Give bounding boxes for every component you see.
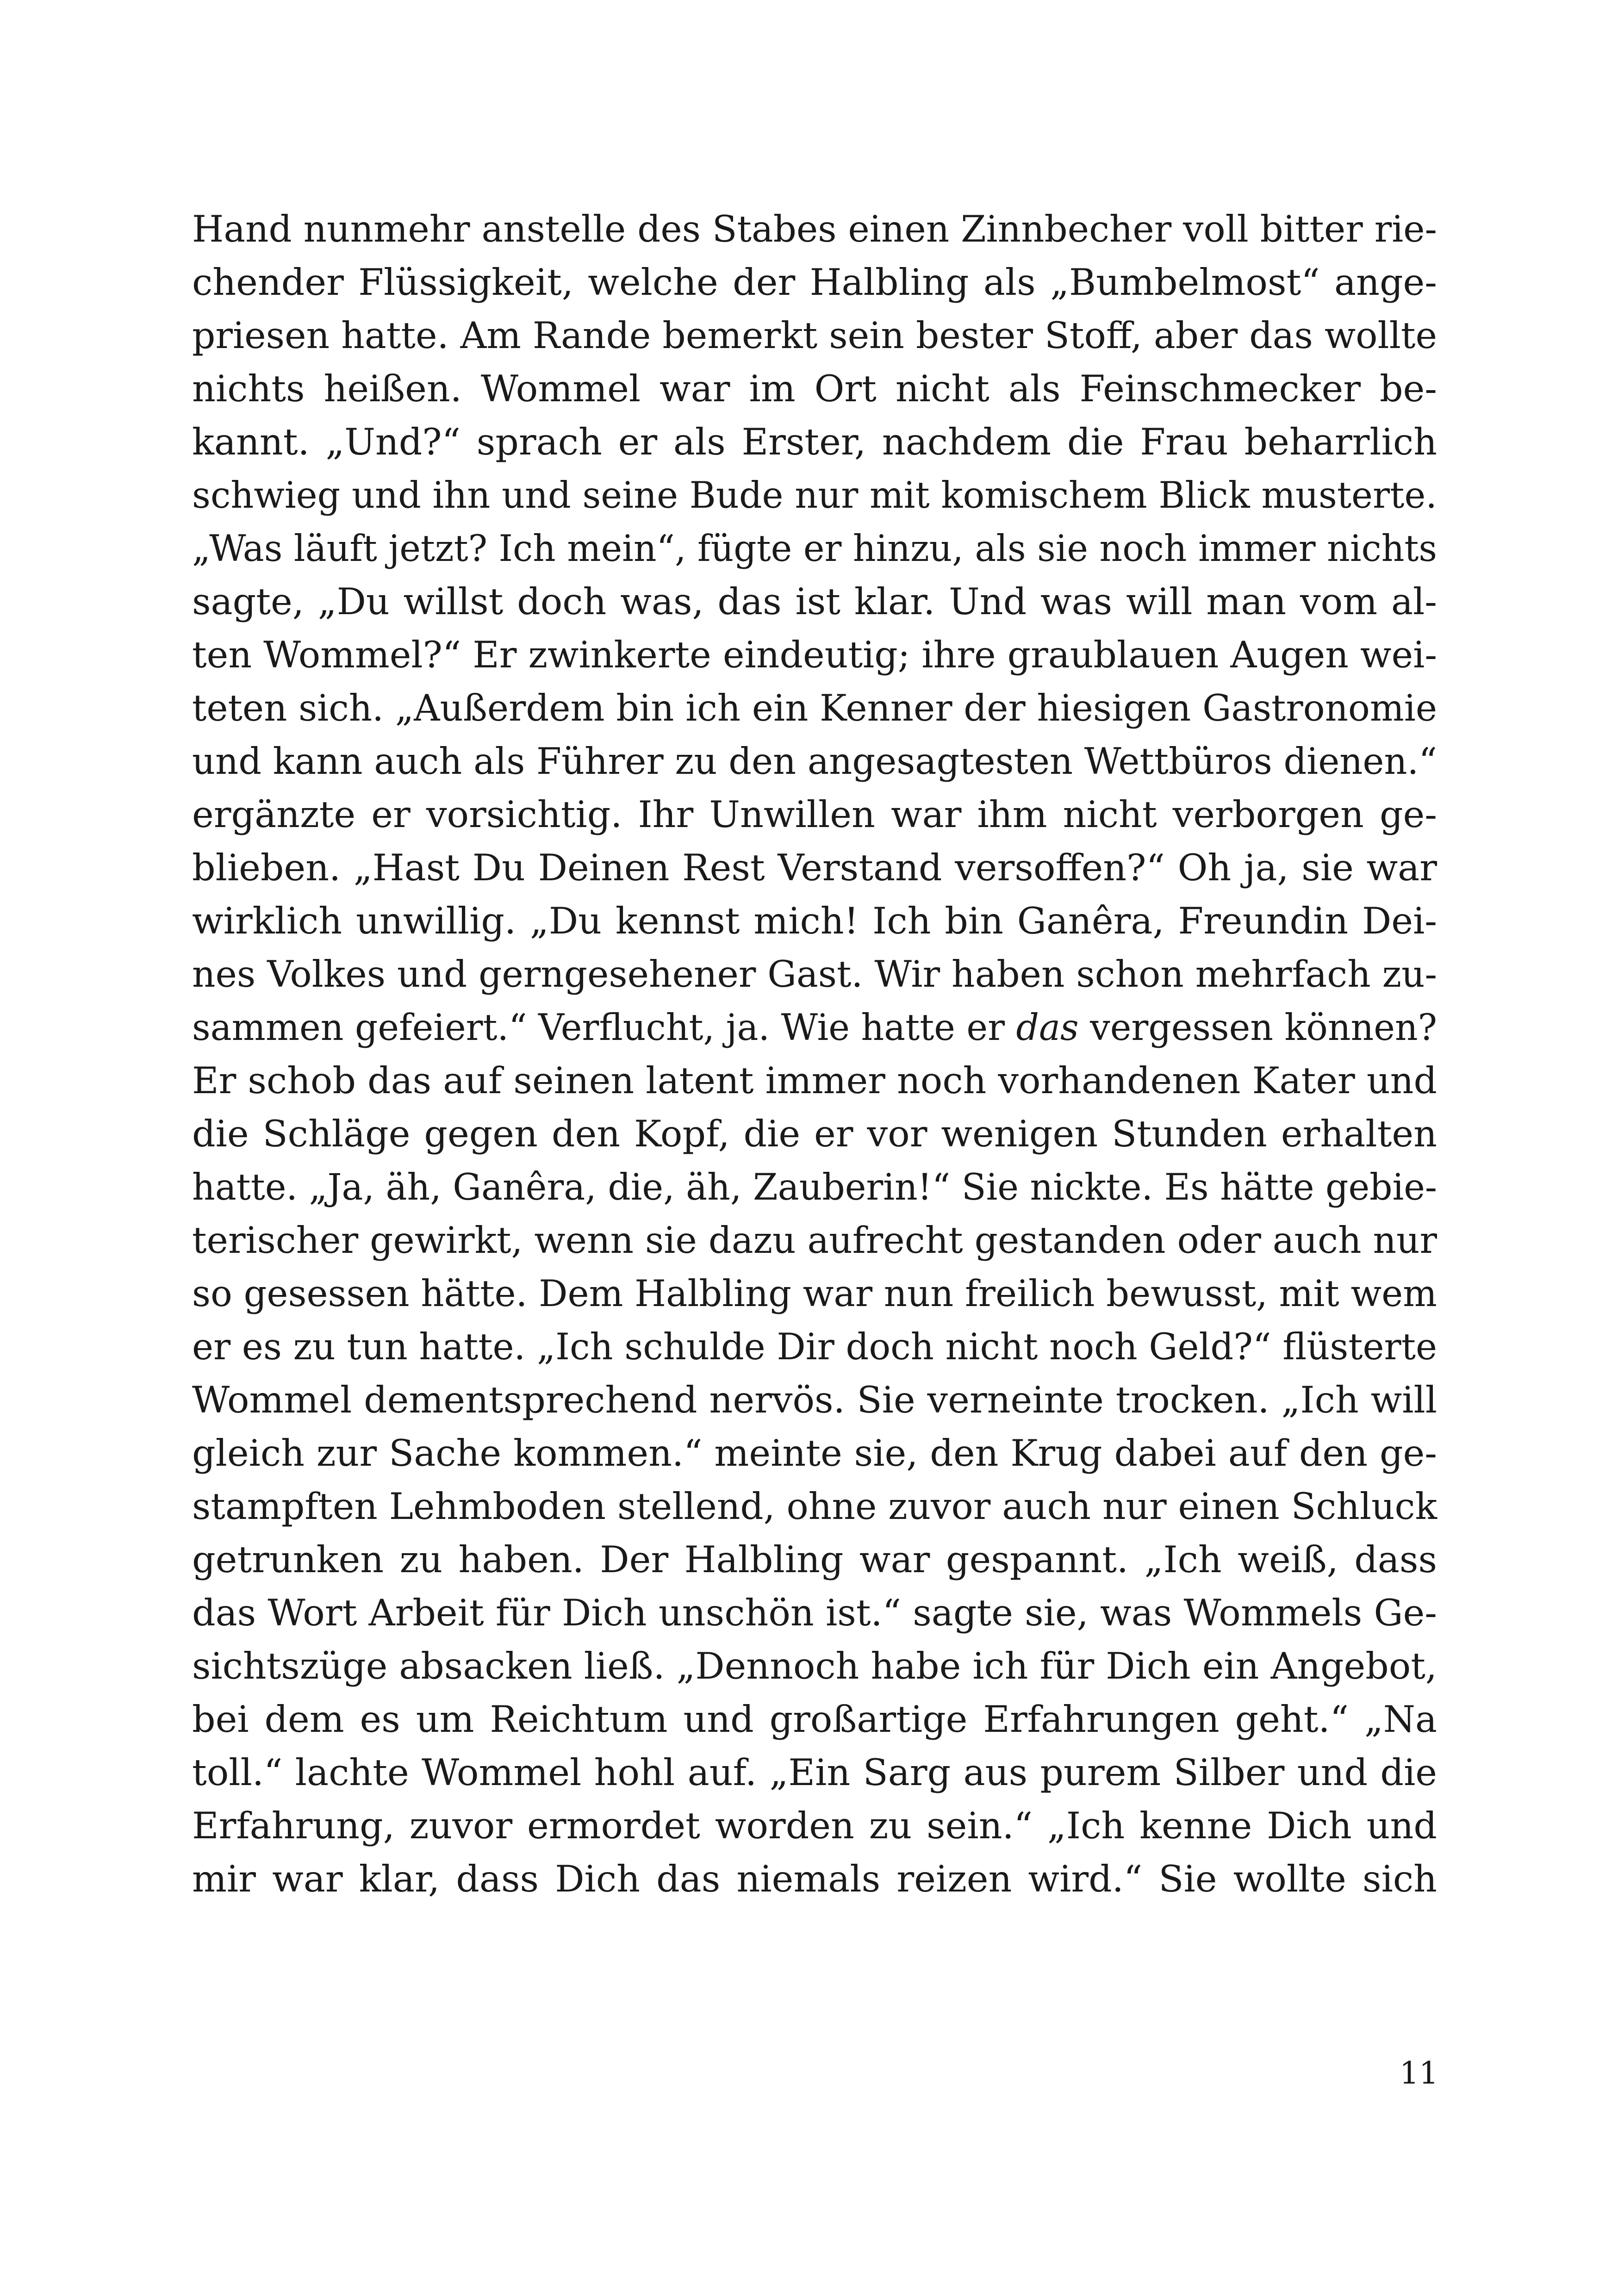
text-line-15: nes Volkes und gerngesehener Gast. Wir haben schon mehrfach zu- [192,953,1437,996]
text-line-20: terischer gewirkt, wenn sie dazu aufrecht gestanden oder auch nur [192,1219,1437,1262]
text-line-22: er es zu tun hatte. „Ich schulde Dir doch nicht noch Geld?“ flüsterte [192,1325,1437,1368]
text-line-1: Hand nunmehr anstelle des Stabes einen Zinnbecher voll bitter rie- [192,208,1437,250]
text-line-24: gleich zur Sache kommen.“ meinte sie, den Krug dabei auf den ge- [192,1432,1437,1475]
emphasized-word: das [1016,1006,1079,1049]
text-line-30: toll.“ lachte Wommel hohl auf. „Ein Sarg aus purem Silber und die [192,1751,1437,1794]
text-line-23: Wommel dementsprechend nervös. Sie verneinte trocken. „Ich will [192,1379,1437,1421]
body-text [192,203,1437,1906]
text-line-7: „Was läuft jetzt? Ich mein“, fügte er hinzu, als sie noch immer nichts [192,527,1437,570]
text-line-29: bei dem es um Reichtum und großartige Erfahrungen geht.“ „Na [192,1698,1437,1741]
text-line-25: stampften Lehmboden stellend, ohne zuvor auch nur einen Schluck [192,1485,1437,1528]
text-line-11: und kann auch als Führer zu den angesagtesten Wettbüros dienen.“ [192,740,1437,783]
text-line-21: so gesessen hätte. Dem Halbling war nun freilich bewusst, mit wem [192,1272,1437,1315]
text-line-26: getrunken zu haben. Der Halbling war gespannt. „Ich weiß, dass [192,1538,1437,1581]
text-line-31: Erfahrung, zuvor ermordet worden zu sein.“ „Ich kenne Dich und [192,1804,1437,1847]
text-line-17: Er schob das auf seinen latent immer noch vorhandenen Kater und [192,1059,1437,1102]
text-line-18: die Schläge gegen den Kopf, die er vor wenigen Stunden erhalten [192,1113,1437,1155]
text-line-16-after: vergessen können? [1078,1006,1437,1049]
text-line-10: teten sich. „Außerdem bin ich ein Kenner der hiesigen Gastronomie [192,687,1437,729]
text-line-12: ergänzte er vorsichtig. Ihr Unwillen war ihm nicht verborgen ge- [192,793,1437,836]
text-line-28: sichtszüge absacken ließ. „Dennoch habe ich für Dich ein Angebot, [192,1645,1437,1687]
page-number: 11 [1400,2055,1438,2091]
text-line-6: schwieg und ihn und seine Bude nur mit komischem Blick musterte. [192,474,1437,516]
text-line-27: das Wort Arbeit für Dich unschön ist.“ sagte sie, was Wommels Ge- [192,1592,1437,1634]
text-line-32: mir war klar, dass Dich das niemals reizen wird.“ Sie wollte sich [192,1858,1437,1900]
text-line-16-before: sammen gefeiert.“ Verflucht, ja. Wie hatte er [192,1006,1016,1049]
text-line-16 [192,1001,1437,1054]
text-line-9: ten Wommel?“ Er zwinkerte eindeutig; ihre graublauen Augen wei- [192,634,1437,676]
text-line-19: hatte. „Ja, äh, Ganêra, die, äh, Zauberin!“ Sie nickte. Es hätte gebie- [192,1166,1437,1208]
text-line-8: sagte, „Du willst doch was, das ist klar. Und was will man vom al- [192,580,1437,623]
text-line-14: wirklich unwillig. „Du kennst mich! Ich bin Ganêra, Freundin Dei- [192,900,1437,942]
text-line-3: priesen hatte. Am Rande bemerkt sein bester Stoff, aber das wollte [192,314,1437,357]
text-line-5: kannt. „Und?“ sprach er als Erster, nachdem die Frau beharrlich [192,421,1437,463]
text-line-4: nichts heißen. Wommel war im Ort nicht als Feinschmecker be- [192,367,1437,410]
text-line-2: chender Flüssigkeit, welche der Halbling als „Bumbelmost“ ange- [192,261,1437,304]
text-line-13: blieben. „Hast Du Deinen Rest Verstand versoffen?“ Oh ja, sie war [192,846,1437,889]
